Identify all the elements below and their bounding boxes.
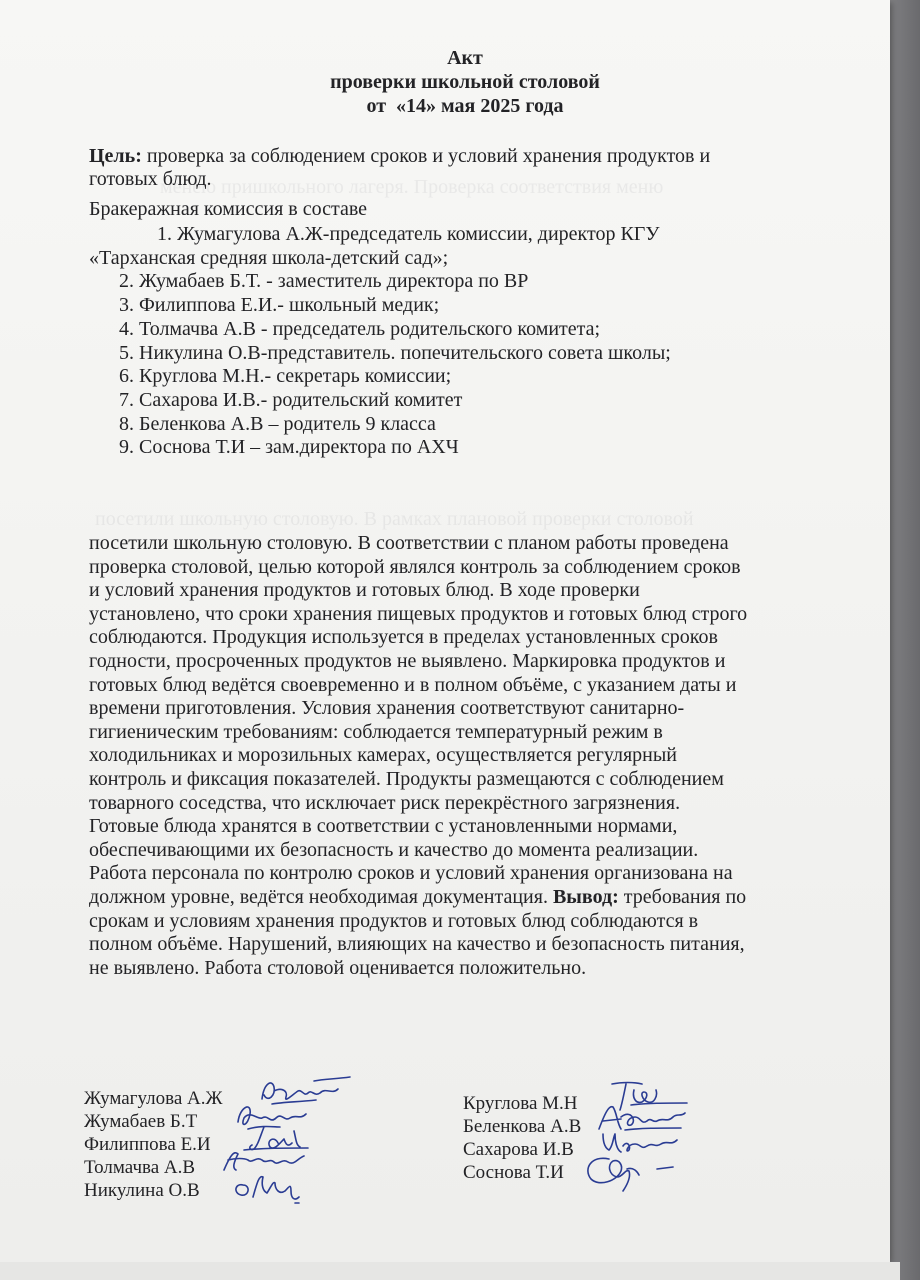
conclusion-lead: должном уровне, ведётся необходимая документация. xyxy=(89,885,553,908)
signer-name: Филиппова Е.И xyxy=(84,1134,211,1155)
commission-title: Бракеражная комиссия в составе xyxy=(89,198,368,220)
member-item: 7. Сахарова И.В.- родительский комитет xyxy=(119,388,463,411)
body-line: Работа персонала по контролю сроков и условий хранения организована на xyxy=(89,862,733,885)
signatures-left xyxy=(84,1087,223,1202)
document-header xyxy=(0,46,920,118)
inspection-body xyxy=(89,532,839,980)
goal-label: Цель: xyxy=(89,145,142,167)
signature-row xyxy=(463,1115,581,1138)
conclusion-line: полном объёме. Нарушений, влияющих на качество и безопасность питания, xyxy=(89,933,745,956)
goal-text-continued: готовых блюд. xyxy=(89,168,212,190)
body-line: и условий хранения продуктов и готовых блюд. В ходе проверки xyxy=(89,579,640,602)
member-item: 4. Толмачва А.В - председатель родительского комитета; xyxy=(119,317,601,340)
goal-paragraph xyxy=(89,145,809,191)
body-line: обеспечивающими их безопасность и качество до момента реализации. xyxy=(89,838,699,861)
conclusion-label: Вывод: xyxy=(552,885,619,908)
signature-row xyxy=(84,1087,223,1110)
commission-members-list xyxy=(89,223,789,460)
signer-name: Соснова Т.И xyxy=(463,1162,564,1183)
body-line: гигиеническим требованиям: соблюдается температурный режим в xyxy=(89,720,663,743)
member-item: 8. Беленкова А.В – родитель 9 класса xyxy=(119,412,436,435)
signature-row xyxy=(463,1092,581,1115)
body-line: посетили школьную столовую. В соответствии с планом работы проведена xyxy=(89,532,729,554)
signer-name: Никулина О.В xyxy=(84,1180,200,1201)
body-line: Готовые блюда хранятся в соответствии с установленными нормами, xyxy=(89,815,678,838)
signer-name: Круглова М.Н xyxy=(463,1093,578,1114)
document-title: Акт xyxy=(447,47,483,69)
handwritten-signature xyxy=(229,1167,319,1207)
body-line: товарного соседства, что исключает риск перекрёстного загрязнения. xyxy=(89,791,681,814)
goal-text: проверка за соблюдением сроков и условий хранения продуктов и xyxy=(141,145,711,167)
signature-row xyxy=(84,1133,223,1156)
signer-name: Жумабаев Б.Т xyxy=(84,1111,198,1132)
body-line: времени приготовления. Условия хранения соответствуют санитарно- xyxy=(89,697,685,720)
member-item: 2. Жумабаев Б.Т. - заместитель директора по ВР xyxy=(119,270,529,293)
signature-row xyxy=(463,1161,581,1184)
signer-name: Толмачва А.В xyxy=(84,1157,196,1178)
member-item-continued: «Тарханская средняя школа-детский сад»; xyxy=(89,246,449,269)
bleed-through-text: посетили школьную столовую. В рамках плановой проверки столовой xyxy=(95,508,694,530)
signature-row xyxy=(463,1138,581,1161)
member-item: 5. Никулина О.В-представитель. попечительского совета школы; xyxy=(119,341,671,364)
body-line: проверка столовой, целью которой являлся контроль за соблюдением сроков xyxy=(89,555,741,578)
signature-row xyxy=(84,1156,223,1179)
signer-name: Сахарова И.В xyxy=(463,1139,574,1160)
body-line: контроль и фиксация показателей. Продукты размещаются с соблюдением xyxy=(89,767,724,790)
conclusion-tail: требования по xyxy=(618,885,747,908)
signature-row xyxy=(84,1179,223,1202)
body-line: готовых блюд ведётся своевременно и в полном объёме, с указанием даты и xyxy=(89,673,737,696)
member-item: 3. Филиппова Е.И.- школьный медик; xyxy=(119,294,440,317)
body-line: установлено, что сроки хранения пищевых продуктов и готовых блюд строго xyxy=(89,602,748,625)
signature-row xyxy=(84,1110,223,1133)
member-item: 9. Соснова Т.И – зам.директора по АХЧ xyxy=(119,436,459,459)
document-subtitle: проверки школьной столовой xyxy=(330,71,600,93)
signatures-right xyxy=(463,1092,581,1184)
handwritten-signature xyxy=(573,1147,693,1195)
bleed-through-text: менею пришкольного лагеря. Проверка соответствия меню xyxy=(160,176,664,198)
conclusion-line xyxy=(89,886,839,910)
body-line: годности, просроченных продуктов не выявлено. Маркировка продуктов и xyxy=(89,649,726,672)
conclusion-line: не выявлено. Работа столовой оценивается положительно. xyxy=(89,956,587,979)
signer-name: Жумагулова А.Ж xyxy=(84,1088,223,1109)
page-edge-below xyxy=(0,1262,900,1280)
signer-name: Беленкова А.В xyxy=(463,1116,582,1137)
document-date: от «14» мая 2025 года xyxy=(366,95,564,117)
body-line: холодильниках и морозильных камерах, осуществляется регулярный xyxy=(89,744,677,767)
body-line: соблюдаются. Продукция используется в пределах установленных сроков xyxy=(89,626,718,649)
member-item: 6. Круглова М.Н.- секретарь комиссии; xyxy=(119,365,452,388)
member-item: 1. Жумагулова А.Ж-председатель комиссии, директор КГУ xyxy=(157,223,660,245)
conclusion-line: срокам и условиям хранения продуктов и готовых блюд соблюдаются в xyxy=(89,909,699,932)
